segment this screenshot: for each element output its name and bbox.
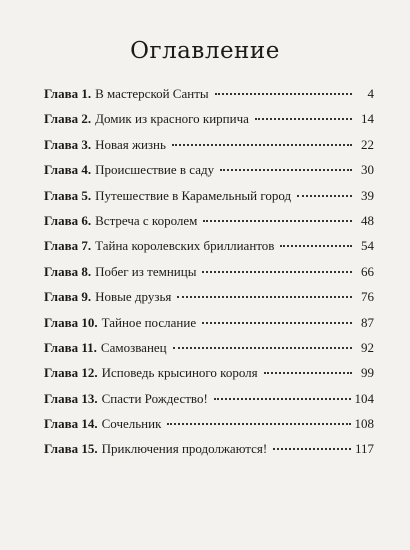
chapter-page: 76 [361,289,374,305]
chapter-number: Глава 1. [44,86,92,101]
chapter-number: Глава 9. [44,289,92,305]
chapter-title: Новая жизнь [95,136,166,152]
dot-leader [220,169,352,171]
toc-row [44,188,374,213]
chapter-page: 87 [361,314,374,330]
chapter-title: Побег из темницы [95,263,197,279]
chapter-number: Глава 4. [44,162,92,178]
chapter-number: Глава 10. [44,314,98,330]
chapter-title: Исповедь крысиного короля [101,365,258,381]
dot-leader [264,372,352,374]
chapter-title: Самозванец [100,339,167,355]
chapter-title: Происшествие в саду [95,162,215,178]
toc-row [44,365,374,390]
toc-row [44,315,374,340]
table-of-contents [44,86,374,467]
chapter-page: 117 [354,441,374,457]
chapter-page: 4 [367,86,374,101]
dot-leader [215,93,352,95]
toc-row [44,441,374,466]
toc-row [44,137,374,162]
chapter-title: Тайна королевских бриллиантов [95,238,275,254]
dot-leader [255,118,352,120]
dot-leader [297,195,352,197]
toc-row [44,340,374,365]
toc-row [44,111,374,136]
chapter-title: Спасти Рождество! [101,390,208,406]
chapter-title: Новые друзья [95,289,172,305]
toc-row [44,86,374,111]
chapter-page: 30 [361,162,374,178]
chapter-number: Глава 15. [44,441,98,457]
chapter-number: Глава 3. [44,136,92,152]
chapter-page: 54 [361,238,374,254]
dot-leader [273,448,351,450]
chapter-page: 14 [361,111,374,127]
dot-leader [172,144,352,146]
dot-leader [203,220,352,222]
chapter-page: 66 [361,263,374,279]
chapter-number: Глава 13. [44,390,98,406]
dot-leader [177,296,352,298]
chapter-number: Глава 7. [44,238,92,254]
chapter-title: Приключения продолжаются! [101,441,268,457]
chapter-page: 39 [361,187,374,203]
chapter-number: Глава 11. [44,339,97,355]
toc-row [44,289,374,314]
toc-row [44,264,374,289]
chapter-page: 99 [361,365,374,381]
toc-row [44,238,374,263]
chapter-title: Встреча с королем [95,212,198,228]
chapter-title: Тайное послание [101,314,197,330]
toc-row [44,162,374,187]
chapter-title: Сочельник [101,416,162,432]
dot-leader [173,347,352,349]
chapter-page: 104 [354,390,374,406]
toc-row [44,213,374,238]
chapter-title: Путешествие в Карамельный город [95,187,292,203]
chapter-number: Глава 5. [44,187,92,203]
toc-row [44,391,374,416]
chapter-title: Домик из красного кирпича [95,111,249,127]
dot-leader [167,423,350,425]
chapter-page: 48 [361,212,374,228]
chapter-number: Глава 6. [44,212,92,228]
chapter-number: Глава 8. [44,263,92,279]
dot-leader [202,322,352,324]
dot-leader [202,271,352,273]
chapter-number: Глава 14. [44,416,98,432]
page-title: Оглавление [130,38,280,64]
chapter-title: В мастерской Санты [95,86,209,101]
dot-leader [280,245,352,247]
chapter-number: Глава 12. [44,365,98,381]
chapter-page: 22 [361,136,374,152]
chapter-page: 108 [354,416,374,432]
dot-leader [214,398,351,400]
chapter-page: 92 [361,339,374,355]
toc-row [44,416,374,441]
chapter-number: Глава 2. [44,111,92,127]
